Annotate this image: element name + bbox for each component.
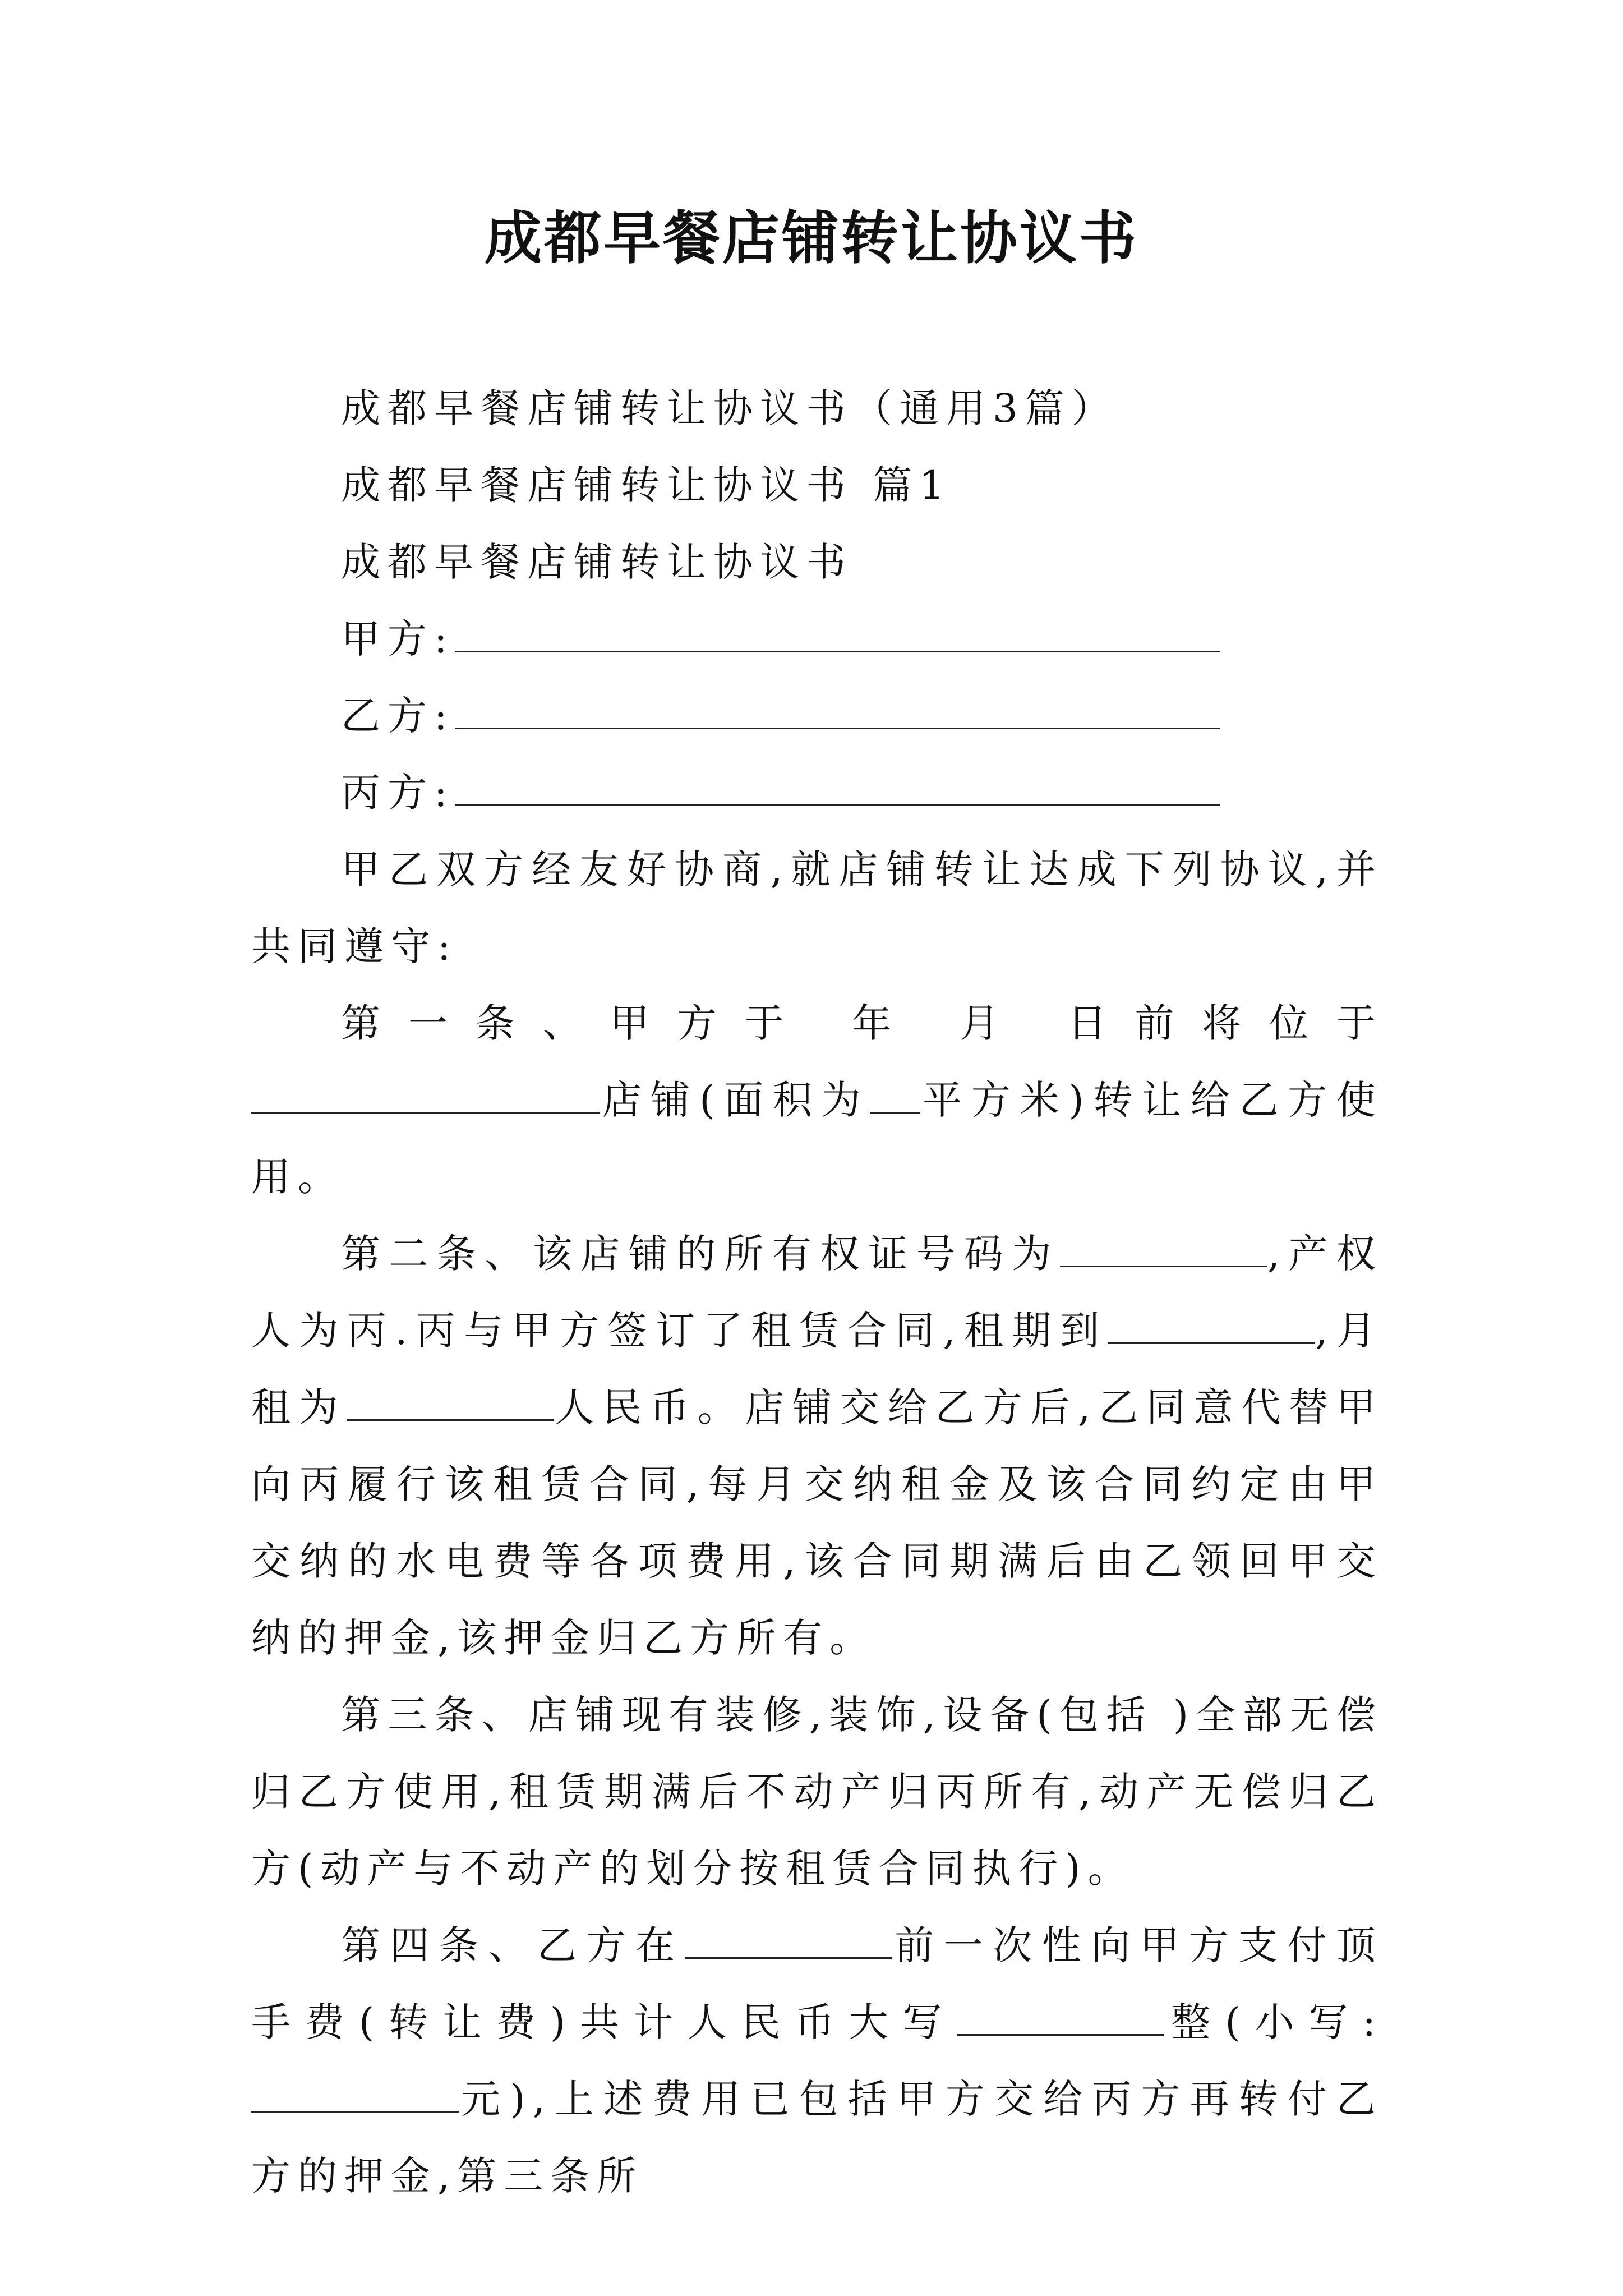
shop-area-blank[interactable]	[870, 1080, 920, 1114]
party-jia-row	[251, 601, 1383, 678]
document-title: 成都早餐店铺转让协议书	[485, 205, 1138, 272]
preamble-paragraph: 甲乙双方经友好协商,就店铺转让达成下列协议,并共同遵守:	[251, 846, 1383, 969]
party-jia-label: 甲方:	[341, 616, 455, 662]
article-2-text-c: ,月租为	[251, 1308, 1383, 1430]
article-1-text-c: 平方米)转让给乙方使用。	[251, 1077, 1383, 1200]
article-4-text-d: 元),上述费用已包括甲方交给丙方再转付乙方的押金,第三条所	[251, 2076, 1383, 2199]
party-jia-blank[interactable]	[455, 619, 1220, 652]
section-heading: 成都早餐店铺转让协议书 篇1	[341, 462, 952, 508]
agreement-title: 成都早餐店铺转让协议书	[341, 539, 853, 585]
monthly-rent-blank[interactable]	[347, 1388, 554, 1421]
party-yi-row	[251, 678, 1383, 754]
amount-words-blank[interactable]	[957, 2003, 1164, 2036]
party-yi-blank[interactable]	[455, 696, 1220, 729]
article-1-text-a: 第一条、甲方于 年 月 日前将位于	[341, 1000, 1383, 1046]
party-yi-label: 乙方:	[341, 693, 455, 739]
certificate-number-blank[interactable]	[1060, 1234, 1267, 1267]
party-bing-label: 丙方:	[341, 770, 455, 816]
article-3-paragraph: 第三条、店铺现有装修,装饰,设备(包括 )全部无偿归乙方使用,租赁期满后不动产归丙所有,动产无偿归乙方(动产与不动产的划分按租赁合同执行)。	[251, 1692, 1383, 1892]
article-2-text-b: ,产权人为丙.丙与甲方签订了租赁合同,租期到	[251, 1231, 1383, 1354]
intro-heading: 成都早餐店铺转让协议书（通用3篇）	[341, 385, 1118, 431]
lease-end-blank[interactable]	[1108, 1311, 1315, 1344]
article-4-text-c: 整(小写:	[1164, 1999, 1383, 2045]
article-4-paragraph	[251, 1907, 1383, 2215]
article-4-text-a: 第四条、乙方在	[341, 1922, 685, 1968]
amount-figures-blank[interactable]	[251, 2079, 459, 2113]
payment-date-blank[interactable]	[685, 1926, 892, 1959]
article-1-paragraph	[251, 985, 1383, 1216]
article-2-paragraph	[251, 1216, 1383, 1677]
article-2-text-a: 第二条、该店铺的所有权证号码为	[341, 1231, 1060, 1277]
article-4-text-b: 前一次性向甲方支付顶手费(转让费)共计人民币大写	[251, 1922, 1384, 2045]
article-1-text-b: 店铺(面积为	[600, 1077, 870, 1123]
document-body	[251, 370, 1383, 2215]
party-bing-blank[interactable]	[455, 773, 1220, 806]
shop-location-blank[interactable]	[251, 1080, 600, 1114]
party-bing-row	[251, 754, 1383, 831]
article-2-text-d: 人民币。店铺交给乙方后,乙同意代替甲向丙履行该租赁合同,每月交纳租金及该合同约定由甲交纳的水电费等各项费用,该合同期满后由乙领回甲交纳的押金,该押金归乙方所有。	[251, 1384, 1384, 1661]
